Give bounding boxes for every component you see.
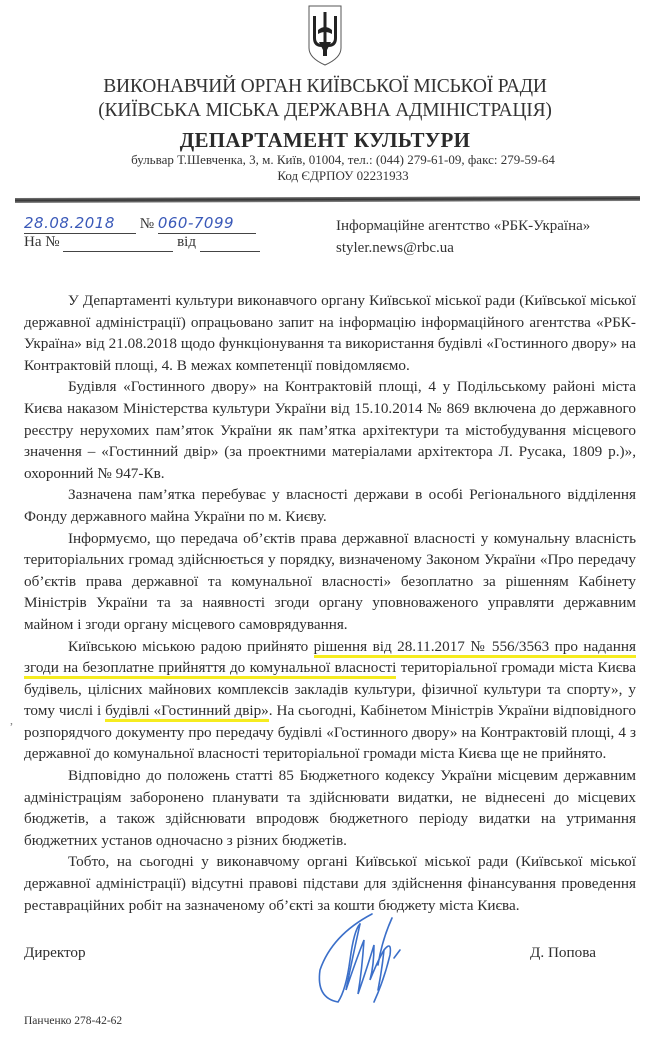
paragraph-budget-code: Відповідно до положень статті 85 Бюджетного кодексу України місцевим державним адміністраціям заборонено планувати та здійснювати видатки, не віднесені до місцевих бюджетів, а також здійснювати впродовж бюджетного періоду видатки на утримання бюджетних установ одночасно з різних бюджетів. (24, 767, 636, 849)
text-segment: Київською міською радою прийнято (68, 637, 314, 655)
department-name: ДЕПАРТАМЕНТ КУЛЬТУРИ (179, 128, 471, 152)
text-segment: . На сьогодні, Кабінетом Міністрів України відповідного розпорядчого документу про передачу будівлі «Гостинного двору» на Контрактовій площі, 4 з державної до комунальної власності територіальної громади міста Києва ще не прийнято. (24, 702, 636, 763)
highlighted-decision: рішення від 28.11.2017 № 556/3563 про надання згоди на безоплатне прийняття до комунальної власності (24, 638, 636, 680)
reply-number-field (63, 234, 173, 252)
trident-emblem-icon (307, 4, 343, 67)
paragraph-request: У Департаменті культури виконавчого органу Київської міської ради (Київської міської державної адміністрації) опрацьовано запит на інформацію інформаційного агентства «РБК-Україна» від 21.08.2018 щодо функціонування та використання будівлі «Гостинного двору» на Контрактовій площі, 4. В межах компетенції повідомляємо. (24, 292, 636, 374)
organization-subtitle: (КИЇВСЬКА МІСЬКА ДЕРЖАВНА АДМІНІСТРАЦІЯ) (98, 100, 552, 121)
outgoing-date: 28.08.2018 (24, 214, 115, 232)
recipient-block (336, 215, 590, 259)
signer-position: Директор (24, 944, 86, 961)
text-segment: територіальної громади міста Києва будівель, цілісних майнових комплексів закладів культури, фізичної культури та спорту», у тому числі і (24, 659, 636, 720)
letterhead-divider (15, 196, 640, 203)
handwritten-signature-icon (312, 910, 412, 1005)
reply-date-label: від (177, 234, 196, 250)
edrpou-code: Код ЄДРПОУ 02231933 (277, 168, 409, 183)
outgoing-number: 060-7099 (157, 214, 235, 232)
reply-date-field (200, 234, 260, 252)
signer-name: Д. Попова (530, 944, 596, 961)
paragraph-ownership: Зазначена пам’ятка перебуває у власності держави в особі Регіонального відділення Фонду державного майна України по м. Києву. (24, 486, 636, 525)
executor-contact: Панченко 278-42-62 (24, 1015, 123, 1027)
department-address: бульвар Т.Шевченка, 3, м. Київ, 01004, тел.: (044) 279-61-09, факс: 279-59-64 (131, 152, 555, 167)
recipient-email: styler.news@rbc.ua (336, 240, 454, 256)
paragraph-conclusion: Тобто, на сьогодні у виконавчому органі Київської міської ради (Київської міської державної адміністрації) відсутні правові підстави для здійснення фінансування проведення реставраційних робіт на зазначеному об’єкті за кошти бюджету міста Києва. (24, 853, 636, 914)
paragraph-council-decision (24, 636, 636, 766)
organization-name: ВИКОНАВЧИЙ ОРГАН КИЇВСЬКОЇ МІСЬКОЇ РАДИ (103, 76, 547, 97)
outgoing-number-field (158, 214, 256, 234)
letter-body (24, 290, 636, 916)
number-label: № (139, 216, 155, 232)
recipient-name: Інформаційне агентство «РБК-Україна» (336, 218, 591, 234)
margin-mark: , (10, 713, 13, 727)
reply-number-label: На № (24, 234, 60, 250)
paragraph-monument-status: Будівля «Гостинного двору» на Контрактовій площі, 4 у Подільському районі міста Києва наказом Міністерства культури України від 15.10.2014 № 869 включена до державного реєстру нерухомих пам’яток України як пам’ятка архітектури та містобудування місцевого значення – «Гостинний двір» (за проектними матеріалами архітектора Л. Русака, 1809 р.)», охоронний № 947-Кв. (24, 378, 636, 482)
paragraph-transfer-procedure: Інформуємо, що передача об’єктів права державної власності у комунальну власність територіальних громад здійснюється у порядку, визначеному Законом України «Про передачу об’єктів права державної та комунальної власності» безоплатно за рішенням Кабінету Міністрів України та за наявності згоди органу уповноваженого управляти державним майном і згоди органу місцевого самоврядування. (24, 529, 636, 633)
outgoing-date-field (24, 214, 136, 234)
highlighted-building: будівлі «Гостинний двір» (105, 702, 269, 722)
